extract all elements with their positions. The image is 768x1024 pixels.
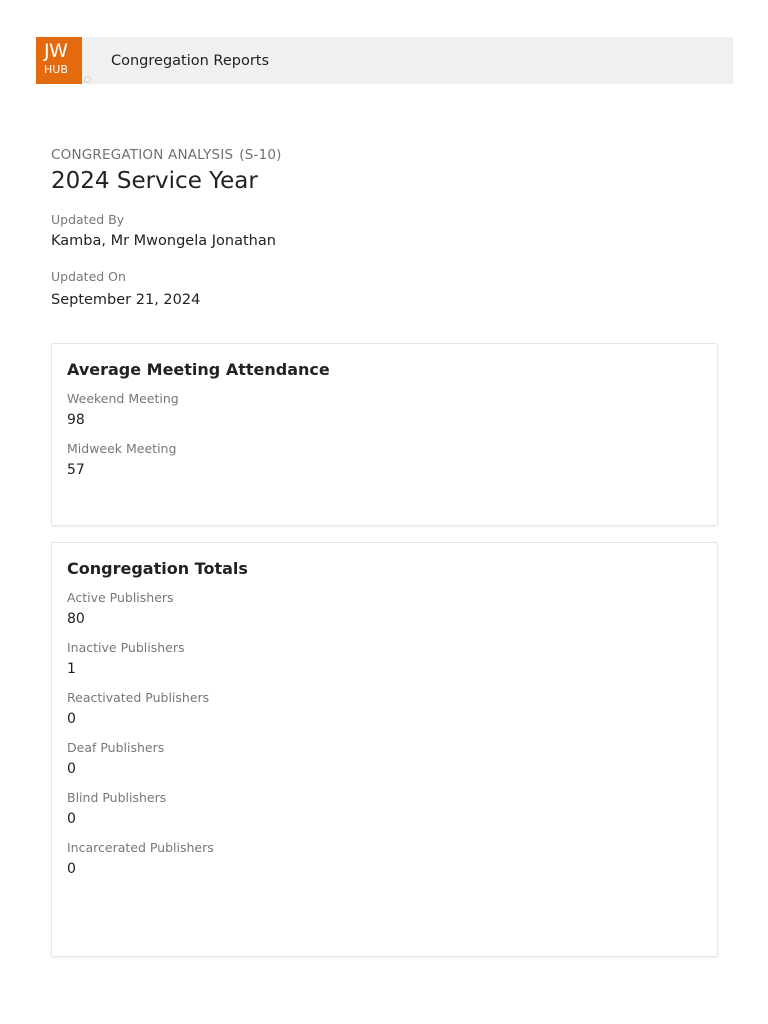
field-label: Blind Publishers <box>67 790 167 805</box>
field-label: Weekend Meeting <box>67 391 179 406</box>
report-header <box>51 146 282 196</box>
app-title[interactable]: Congregation Reports <box>111 52 270 69</box>
updated-by-label: Updated By <box>51 212 125 227</box>
report-type-label: CONGREGATION ANALYSIS <box>51 147 234 163</box>
field-label: Active Publishers <box>67 590 174 605</box>
field-value: 1 <box>67 661 76 677</box>
reactivated-publishers-field <box>67 690 702 729</box>
report-code: (S-10) <box>239 147 282 163</box>
report-type <box>51 146 282 164</box>
active-publishers-field <box>67 590 702 629</box>
field-value: 80 <box>67 611 85 627</box>
totals-card <box>51 542 718 957</box>
app-header <box>36 37 733 84</box>
page-title: 2024 Service Year <box>51 168 258 194</box>
logo-hub-text: HUB <box>44 63 68 76</box>
field-value: 57 <box>67 462 85 478</box>
blind-publishers-field <box>67 790 702 829</box>
updated-on-value: September 21, 2024 <box>51 292 201 308</box>
updated-by-value: Kamba, Mr Mwongela Jonathan <box>51 233 276 249</box>
field-label: Reactivated Publishers <box>67 690 210 705</box>
field-value: 0 <box>67 861 76 877</box>
field-label: Deaf Publishers <box>67 740 165 755</box>
field-value: 0 <box>67 761 76 777</box>
field-value: 0 <box>67 811 76 827</box>
deaf-publishers-field <box>67 740 702 779</box>
incarcerated-publishers-field <box>67 840 702 879</box>
field-value: 0 <box>67 711 76 727</box>
jw-hub-logo[interactable] <box>36 37 82 84</box>
field-label: Midweek Meeting <box>67 441 177 456</box>
midweek-meeting-field <box>67 441 702 480</box>
updated-on-label: Updated On <box>51 269 126 284</box>
field-label: Inactive Publishers <box>67 640 185 655</box>
field-value: 98 <box>67 412 85 428</box>
updated-on-section <box>51 269 200 310</box>
registered-mark-icon <box>84 76 91 83</box>
weekend-meeting-field <box>67 391 702 430</box>
updated-by-section <box>51 212 276 251</box>
logo-jw-text: JW <box>44 40 68 62</box>
totals-card-title: Congregation Totals <box>67 559 248 578</box>
attendance-card-title: Average Meeting Attendance <box>67 360 330 379</box>
field-label: Incarcerated Publishers <box>67 840 214 855</box>
attendance-card <box>51 343 718 526</box>
inactive-publishers-field <box>67 640 702 679</box>
